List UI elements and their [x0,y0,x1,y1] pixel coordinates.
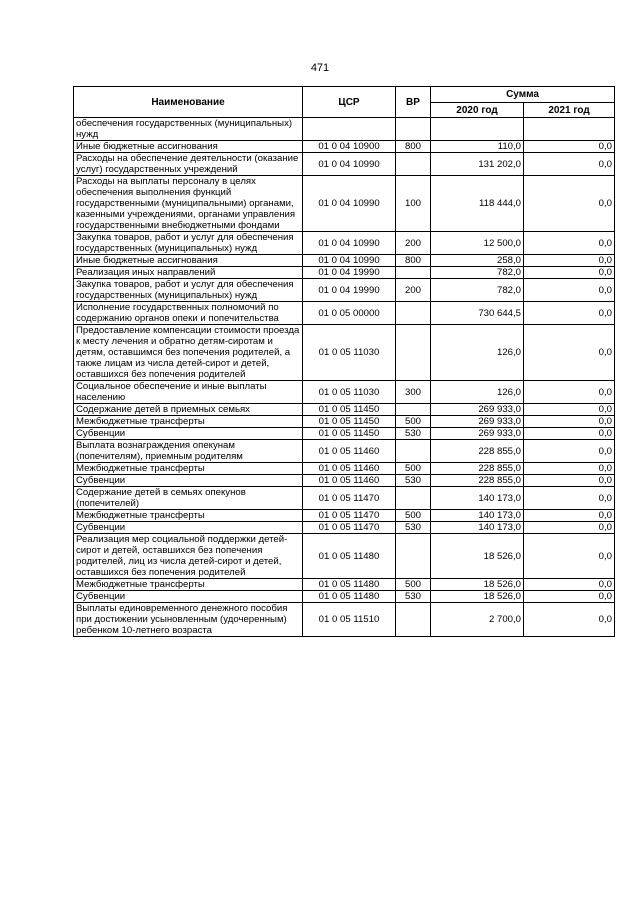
cell-name: Межбюджетные трансферты [74,463,303,475]
cell-name: Реализация иных направлений [74,267,303,279]
cell-vr [396,487,431,510]
table-row [74,416,615,428]
cell-sum-2020: 18 526,0 [431,534,524,579]
cell-sum-2020: 18 526,0 [431,579,524,591]
page-number: 471 [310,62,330,74]
cell-sum-2021: 0,0 [524,404,615,416]
cell-sum-2020: 18 526,0 [431,591,524,603]
table-row [74,522,615,534]
cell-name: Субвенции [74,591,303,603]
table-row [74,487,615,510]
cell-vr [396,118,431,141]
cell-csr: 01 0 05 11480 [303,591,396,603]
cell-name: Исполнение государственных полномочий по содержанию органов опеки и попечительства [74,302,303,325]
cell-sum-2020: 730 644,5 [431,302,524,325]
cell-sum-2020: 782,0 [431,267,524,279]
table-row [74,153,615,176]
cell-name: Иные бюджетные ассигнования [74,255,303,267]
table-row [74,118,615,141]
cell-name: Социальное обеспечение и иные выплаты населению [74,381,303,404]
table-row [74,255,615,267]
cell-csr: 01 0 05 11470 [303,510,396,522]
cell-sum-2021 [524,118,615,141]
table-row [74,428,615,440]
table-row [74,176,615,232]
cell-vr [396,325,431,381]
table-row [74,510,615,522]
table-row [74,141,615,153]
cell-sum-2021: 0,0 [524,381,615,404]
cell-sum-2020: 140 173,0 [431,510,524,522]
cell-sum-2021: 0,0 [524,279,615,302]
cell-name: Выплаты единовременного денежного пособия при достижении усыновленным (удочеренным) ребенком 10-летнего возраста [74,603,303,637]
table-row [74,440,615,463]
cell-name: Субвенции [74,522,303,534]
cell-sum-2021: 0,0 [524,475,615,487]
cell-sum-2021: 0,0 [524,267,615,279]
cell-sum-2021: 0,0 [524,487,615,510]
cell-csr: 01 0 05 11470 [303,487,396,510]
cell-vr: 500 [396,510,431,522]
cell-vr [396,404,431,416]
cell-sum-2021: 0,0 [524,534,615,579]
cell-csr: 01 0 04 10990 [303,153,396,176]
cell-vr [396,440,431,463]
table-row [74,591,615,603]
cell-sum-2021: 0,0 [524,176,615,232]
cell-sum-2021: 0,0 [524,302,615,325]
cell-name: Содержание детей в семьях опекунов (попечителей) [74,487,303,510]
cell-vr: 800 [396,255,431,267]
cell-vr: 530 [396,475,431,487]
cell-vr [396,534,431,579]
cell-sum-2021: 0,0 [524,416,615,428]
cell-vr: 530 [396,591,431,603]
cell-csr: 01 0 05 11030 [303,325,396,381]
cell-name: Межбюджетные трансферты [74,510,303,522]
cell-sum-2021: 0,0 [524,325,615,381]
cell-sum-2020: 12 500,0 [431,232,524,255]
cell-name: Выплата вознаграждения опекунам (попечителям), приемным родителям [74,440,303,463]
table-row [74,325,615,381]
budget-table [73,86,615,637]
cell-name: Предоставление компенсации стоимости проезда к месту лечения и обратно детям-сиротам и детям, оставшимся без попечения родителей, а также лицам из числа детей-сирот и детей, оставшихся без попечения родителей [74,325,303,381]
cell-name: Расходы на обеспечение деятельности (оказание услуг) государственных учреждений [74,153,303,176]
cell-sum-2020: 110,0 [431,141,524,153]
cell-csr [303,118,396,141]
cell-name: Субвенции [74,428,303,440]
table-row [74,475,615,487]
cell-vr: 800 [396,141,431,153]
cell-name: Закупка товаров, работ и услуг для обеспечения государственных (муниципальных) нужд [74,232,303,255]
cell-csr: 01 0 05 11460 [303,463,396,475]
cell-sum-2020: 258,0 [431,255,524,267]
header-vr: ВР [396,87,431,118]
cell-csr: 01 0 05 11030 [303,381,396,404]
cell-name: Межбюджетные трансферты [74,579,303,591]
cell-csr: 01 0 04 19990 [303,267,396,279]
table-row [74,381,615,404]
header-name: Наименование [74,87,303,118]
table-row [74,404,615,416]
cell-vr: 100 [396,176,431,232]
cell-sum-2020: 269 933,0 [431,416,524,428]
header-csr: ЦСР [303,87,396,118]
cell-vr: 200 [396,279,431,302]
cell-name: обеспечения государственных (муниципальных) нужд [74,118,303,141]
cell-vr: 300 [396,381,431,404]
table-row [74,463,615,475]
cell-csr: 01 0 05 11470 [303,522,396,534]
cell-vr: 530 [396,522,431,534]
cell-sum-2020: 269 933,0 [431,404,524,416]
cell-csr: 01 0 05 11450 [303,416,396,428]
header-year-2020: 2020 год [431,103,524,118]
cell-name: Субвенции [74,475,303,487]
cell-sum-2020: 228 855,0 [431,463,524,475]
cell-sum-2021: 0,0 [524,591,615,603]
cell-sum-2021: 0,0 [524,603,615,637]
cell-csr: 01 0 04 10900 [303,141,396,153]
cell-sum-2021: 0,0 [524,463,615,475]
cell-vr [396,302,431,325]
cell-csr: 01 0 05 11450 [303,428,396,440]
cell-sum-2021: 0,0 [524,153,615,176]
cell-csr: 01 0 04 10990 [303,176,396,232]
cell-name: Реализация мер социальной поддержки детей-сирот и детей, оставшихся без попечения родителей, лиц из числа детей-сирот и детей, оставшихся без попечения родителей [74,534,303,579]
cell-sum-2021: 0,0 [524,510,615,522]
cell-sum-2020: 228 855,0 [431,440,524,463]
table-row [74,267,615,279]
cell-name: Межбюджетные трансферты [74,416,303,428]
header-sum: Сумма [431,87,615,103]
table-row [74,279,615,302]
cell-csr: 01 0 04 10990 [303,255,396,267]
cell-name: Иные бюджетные ассигнования [74,141,303,153]
cell-vr: 530 [396,428,431,440]
cell-sum-2021: 0,0 [524,440,615,463]
cell-sum-2021: 0,0 [524,255,615,267]
cell-sum-2021: 0,0 [524,522,615,534]
cell-vr [396,153,431,176]
cell-vr: 500 [396,463,431,475]
cell-name: Закупка товаров, работ и услуг для обеспечения государственных (муниципальных) нужд [74,279,303,302]
cell-name: Расходы на выплаты персоналу в целях обеспечения выполнения функций государственными (муниципальными) органами, казенными учреждениями, органами управления государственными внебюджетными фондами [74,176,303,232]
cell-vr [396,267,431,279]
cell-sum-2020: 131 202,0 [431,153,524,176]
cell-vr [396,603,431,637]
table-row [74,302,615,325]
cell-csr: 01 0 05 11510 [303,603,396,637]
cell-sum-2020: 118 444,0 [431,176,524,232]
cell-sum-2021: 0,0 [524,579,615,591]
cell-name: Содержание детей в приемных семьях [74,404,303,416]
table-row [74,579,615,591]
cell-sum-2020 [431,118,524,141]
cell-vr: 500 [396,416,431,428]
cell-vr: 200 [396,232,431,255]
cell-sum-2020: 126,0 [431,381,524,404]
cell-sum-2021: 0,0 [524,232,615,255]
cell-sum-2020: 2 700,0 [431,603,524,637]
cell-sum-2021: 0,0 [524,428,615,440]
cell-csr: 01 0 05 11480 [303,579,396,591]
header-year-2021: 2021 год [524,103,615,118]
cell-csr: 01 0 05 11460 [303,475,396,487]
cell-sum-2020: 126,0 [431,325,524,381]
cell-csr: 01 0 05 11480 [303,534,396,579]
cell-sum-2020: 269 933,0 [431,428,524,440]
cell-csr: 01 0 05 00000 [303,302,396,325]
cell-sum-2020: 782,0 [431,279,524,302]
table-row [74,232,615,255]
table-body [74,118,615,637]
cell-sum-2020: 140 173,0 [431,522,524,534]
table-row [74,603,615,637]
cell-csr: 01 0 05 11450 [303,404,396,416]
cell-csr: 01 0 05 11460 [303,440,396,463]
cell-csr: 01 0 04 19990 [303,279,396,302]
cell-sum-2021: 0,0 [524,141,615,153]
table-header [74,87,615,118]
cell-sum-2020: 140 173,0 [431,487,524,510]
table-row [74,534,615,579]
cell-csr: 01 0 04 10990 [303,232,396,255]
cell-sum-2020: 228 855,0 [431,475,524,487]
cell-vr: 500 [396,579,431,591]
